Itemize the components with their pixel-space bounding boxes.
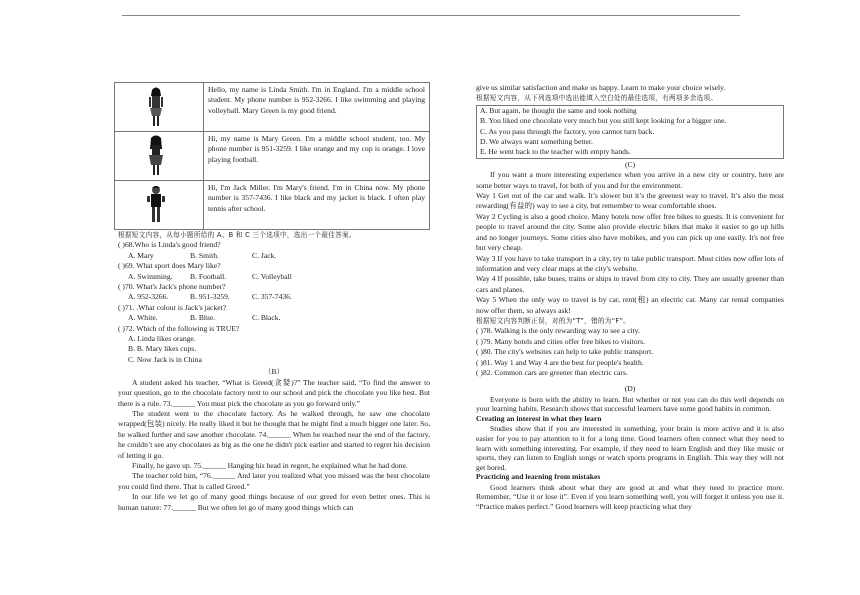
passage-a-instruction: 根据短文内容，从每小题所给的 A、B 和 C 三个选项中，选出一个最佳答案。 — [118, 231, 356, 239]
option: C. Volleyball — [252, 271, 292, 281]
girl-figure-icon — [145, 135, 167, 177]
passage-d-heading: (D) — [624, 384, 636, 394]
option: B. Blue. — [190, 313, 216, 323]
passage-d-paragraph: Studies show that if you are interested in something, your brain is more active and it is also easier for you to pay attention to it for a long time. Good learners often connect what they need to learn with something interesting. For example, if they need to learn English and they like music or sports, they can listen to English songs or watch sports programs in English. This way they will not get bored. — [476, 424, 784, 472]
passage-b-instruction: 根据短文内容，从下列选项中选出能填入空白处的最佳选项，有两项多余选项。 — [476, 94, 718, 103]
question-71: ( )71. .What colour is Jack's jacket? A. White. B. Blue. C. Black. — [118, 303, 430, 324]
passage-c-paragraph: Way 2 Cycling is also a good choice. Many hotels now offer free bikes to guests. It is convenient for people to travel around the city. Some also provide electric bikes that make it easier to go up hills and no longer journeys. Some cities also have mobikes, and you can pick up one easily. It's not free but very cheap. — [476, 211, 784, 253]
right-column — [476, 83, 784, 512]
passage-c-heading: (C) — [624, 159, 636, 169]
option: C. Jack. — [252, 250, 277, 260]
passage-b-paragraph: A student asked his teacher, “What is Greed(贪婪)?” The teacher said, “To find the answer to your question, go to the chocolate factory next to our school and pick the chocolate you like best. But there is a rule. 73.______ You must pick the chocolate as you go forward only.” — [118, 377, 430, 408]
passage-c-paragraph: If you want a more interesting experience when you arrive in a new city or country, here are some better ways to travel, for both of you and for the environment. — [476, 170, 784, 190]
jack-picture-cell — [115, 181, 204, 230]
option: C. Black. — [252, 313, 281, 323]
passage-b-paragraph: The teacher told him, “76.______ And later you realized what you missed was the best chocolate you could find there. That is called Greed.” — [118, 471, 430, 491]
passage-b-continuation: give us similar satisfaction and make us happy. Learn to make your choice wisely. — [476, 83, 726, 92]
passage-c-instruction: 根据短文内容判断正误，对的为“T”，错的为“F”。 — [476, 316, 631, 325]
passage-b-paragraph: Finally, he gave up. 75.______ Hanging his head in regret, he explained what he had done. — [132, 460, 408, 470]
passage-b-paragraph: The student went to the chocolate factory. As he walked through, he saw one chocolate wrapped(包装) nicely. He really liked it but he thought that he might find a much bigger one later. So, he walked further and saw another chocolate. 74.______ When he reached near the end of the factory, he couldn’t see any chocolates as big as the one he didn't pick earlier and started to regret his decision of letting it go. — [118, 408, 430, 460]
option: E. He went back to the teacher with empty hands. — [480, 147, 631, 157]
question-81: ( )81. Way 1 and Way 4 are the best for people's health. — [476, 357, 644, 367]
option: C. Now Jack is in China — [128, 354, 202, 364]
option: B. You liked one chocolate very much but you still kept looking for a bigger one. — [480, 116, 727, 126]
passage-c-paragraph: Way 5 When the only way to travel is by car, rent(租) an electric car. Many car rental companies now offer them, so always ask! — [476, 295, 784, 315]
option: A. White. — [128, 313, 158, 323]
passage-c-paragraph: Way 3 If you have to take transport in a city, try to take public transport. Most cities now offer lots of information and very clear maps at the city's website. — [476, 253, 784, 273]
passage-d-paragraph: Good learners think about what they are good at and what they need to practice more. Remember, “Use it or lose it”. Even if you learn something well, you will forget it unless you use it. “Practice makes perfect.” Good learners will keep practicing what they — [476, 482, 784, 511]
question-79: ( )79. Many hotels and cities offer free bikes to visitors. — [476, 336, 645, 346]
question-78: ( )78. Walking is the only rewarding way to see a city. — [476, 326, 640, 336]
jack-text: Hi, I'm Jack Miller. I'm Mary's friend. I'm in China now. My phone number is 357-7436. I like black and my jacket is black. I often play tennis after school. — [204, 181, 430, 230]
passage-d-subheading: Practicing and learning from mistakes — [476, 472, 601, 482]
option: A. 952-3266. — [128, 292, 169, 302]
passage-d-intro: Everyone is born with the ability to learn. But whether or not you can do this well depends on your learning habits. Research shows that successful learners have some good habits in common. — [476, 394, 784, 414]
passage-b-heading: （B） — [263, 367, 285, 377]
question-68: ( )68.Who is Linda's good friend? A. Mary B. Smith. C. Jack. — [118, 240, 430, 261]
boy-figure-icon — [145, 184, 167, 226]
option: B. Smith. — [190, 250, 219, 260]
option: C. 357-7436. — [252, 292, 292, 302]
top-rule — [122, 15, 740, 16]
option: B. Football. — [190, 271, 227, 281]
option: C. As you pass through the factory, you cannot turn back. — [480, 126, 655, 136]
mary-text: Hi, my name is Mary Green. I'm a middle school student, too. My phone number is 951-3259. I like orange and my cup is orange. I love playing football. — [204, 132, 430, 181]
passage-a-table — [114, 82, 430, 230]
option: A. Swimming. — [128, 271, 173, 281]
option: A. But again, he thought the same and took nothing — [480, 105, 637, 115]
girl-figure-icon — [145, 86, 167, 128]
option: A. Linda likes orange. — [128, 334, 196, 344]
table-row — [115, 181, 430, 230]
table-row — [115, 83, 430, 132]
passage-c-paragraph: Way 4 If possible, take buses, trains or ships to travel from city to city. They are usually greener than cars and planes. — [476, 274, 784, 294]
question-70: ( )70. What's Jack's phone number? A. 952-3266. B. 951-3259. C. 357-7436. — [118, 282, 430, 303]
option: D. We always want something better. — [480, 137, 593, 147]
option: A. Mary — [128, 250, 154, 260]
passage-b-options-box — [476, 105, 784, 159]
question-80: ( )80. The city's websites can help to take public transport. — [476, 347, 654, 357]
question-72: ( )72. Which of the following is TRUE? A. Linda likes orange. B. B. Mary likes cups. C. Now Jack is in China — [118, 324, 430, 366]
left-column — [118, 82, 430, 513]
mary-picture-cell — [115, 132, 204, 181]
option: B. 951-3259. — [190, 292, 230, 302]
linda-picture-cell — [115, 83, 204, 132]
question-82: ( )82. Common cars are greener than electric cars. — [476, 367, 628, 377]
passage-d-subheading: Creating an interest in what they learn — [476, 413, 602, 423]
linda-text: Hello, my name is Linda Smith. I'm in England. I'm a middle school student. My phone number is 952-3266. I like swimming and playing volleyball. Mary Green is my good friend. — [204, 83, 430, 132]
passage-c-paragraph: Way 1 Get out of the car and walk. It’s slower but it’s the greenest way to travel. It’s also the most rewarding(有益的) way to see a city, but remember to wear comfortable shoes. — [476, 191, 784, 211]
option: B. B. Mary likes cups. — [128, 344, 197, 354]
question-69: ( )69. What sport does Mary like? A. Swimming. B. Football. C. Volleyball — [118, 261, 430, 282]
passage-b-paragraph: In our life we let go of many good things because of our greed for even better ones. This is human nature: 77.______ But we often let go of many good things which can — [118, 492, 430, 512]
table-row — [115, 132, 430, 181]
